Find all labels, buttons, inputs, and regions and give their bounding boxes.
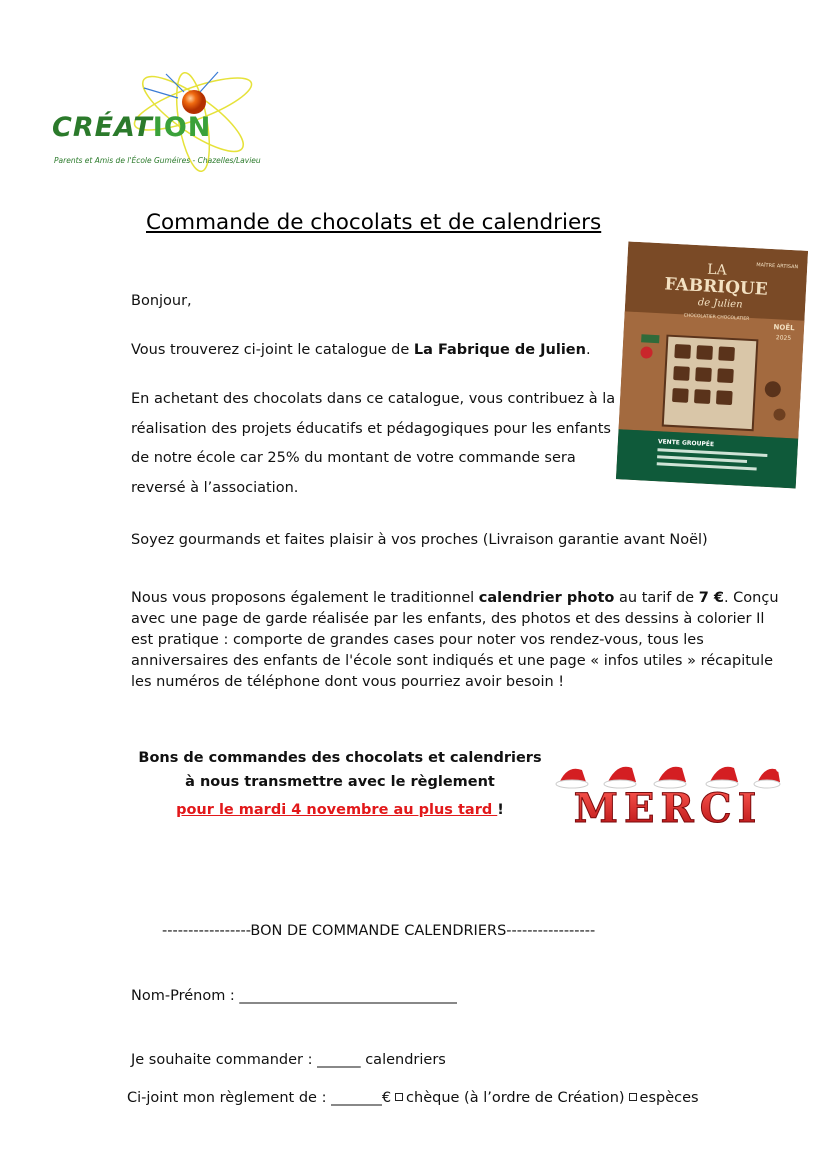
calendar-line: Nous vous proposons également le traditionnel calendrier photo au tarif de 7 €. Conçu xyxy=(131,590,779,606)
purchase-line: réalisation des projets éducatifs et pédagogiques pour les enfants xyxy=(131,421,611,437)
svg-text:LA: LA xyxy=(706,261,728,279)
svg-text:VENTE GROUPÉE: VENTE GROUPÉE xyxy=(657,438,715,449)
calendar-line: les numéros de téléphone dont vous pourriez avoir besoin ! xyxy=(131,674,565,690)
greeting: Bonjour, xyxy=(131,293,192,309)
svg-text:FABRIQUE: FABRIQUE xyxy=(663,274,769,300)
catalogue-cover-image xyxy=(616,241,808,488)
cheque-checkbox[interactable] xyxy=(395,1093,403,1101)
brand-name: La Fabrique de Julien xyxy=(413,342,586,358)
intro-paragraph: Vous trouverez ci-joint le catalogue de La Fabrique de Julien. xyxy=(131,342,591,358)
order-form-title: -----------------BON DE COMMANDE CALENDRIERS----------------- xyxy=(162,923,596,939)
page-title: Commande de chocolats et de calendriers xyxy=(146,210,602,235)
svg-text:MAÎTRE ARTISAN: MAÎTRE ARTISAN xyxy=(756,262,799,271)
gourmand-text: Soyez gourmands et faites plaisir à vos proches (Livraison garantie avant Noël) xyxy=(131,532,708,548)
svg-text:CHOCOLATIER CHOCOLATIER: CHOCOLATIER CHOCOLATIER xyxy=(683,313,750,322)
order-line-1: Bons de commandes des chocolats et calendriers xyxy=(138,750,542,766)
purchase-line: En achetant des chocolats dans ce catalogue, vous contribuez à la xyxy=(131,391,616,407)
purchase-line: de notre école car 25% du montant de votre commande sera xyxy=(131,450,576,466)
svg-text:NOËL: NOËL xyxy=(773,323,795,333)
svg-text:MERCI: MERCI xyxy=(573,785,763,830)
logo-subtitle: Parents et Amis de l'École Guméires - Chazelles/Lavieu xyxy=(54,156,261,165)
logo-wordmark: CRÉATION xyxy=(52,112,212,143)
deadline-text: pour le mardi 4 novembre au plus tard ! xyxy=(176,802,504,818)
calendar-line: est pratique : comporte de grandes cases pour noter vos rendez-vous, tous les xyxy=(131,632,704,648)
calendar-line: avec une page de garde réalisée par les enfants, des photos et des dessins à colorier Il xyxy=(131,611,765,627)
payment-line xyxy=(127,1090,699,1106)
especes-label: espèces xyxy=(639,1090,699,1106)
order-instructions xyxy=(130,746,550,794)
quantity-field[interactable]: Je souhaite commander : ______ calendriers xyxy=(131,1052,446,1068)
especes-checkbox[interactable] xyxy=(629,1093,637,1101)
purchase-line: reversé à l’association. xyxy=(131,480,299,496)
cheque-label: chèque (à l’ordre de Création) xyxy=(406,1090,625,1106)
merci-christmas-image xyxy=(552,758,784,830)
svg-text:de Julien: de Julien xyxy=(697,297,743,311)
deadline-date: pour le mardi 4 novembre au plus tard xyxy=(176,802,498,818)
name-field[interactable]: Nom-Prénom : ______________________________ xyxy=(131,988,457,1004)
order-line-2: à nous transmettre avec le règlement xyxy=(185,774,495,790)
svg-text:2025: 2025 xyxy=(775,334,792,343)
calendar-line: anniversaires des enfants de l'école sont indiqués et une page « infos utiles » récapitule xyxy=(131,653,774,669)
payment-amount-field[interactable]: Ci-joint mon règlement de : _______€ xyxy=(127,1090,392,1106)
